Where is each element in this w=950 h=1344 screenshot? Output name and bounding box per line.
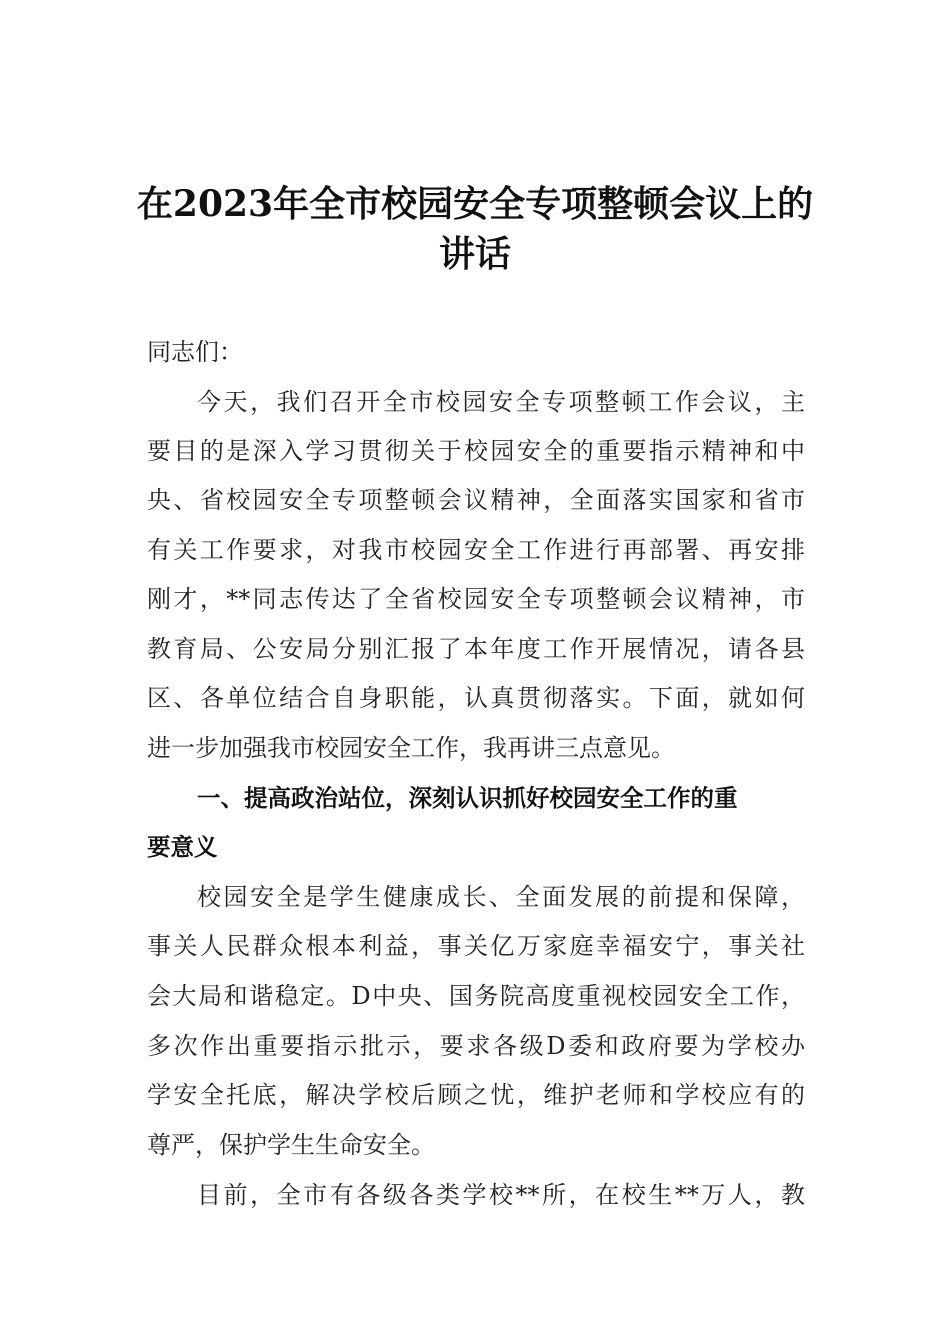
section-heading-line: 一、提高政治站位，深刻认识抓好校园安全工作的重 [197,784,738,812]
salutation: 同志们： [147,338,243,366]
paragraph-line: 学安全托底，解决学校后顾之忧，维护老师和学校应有的 [147,1081,805,1109]
paragraph-line: 会大局和谐稳定。D中央、国务院高度重视校园安全工作， [147,982,805,1010]
paragraph-line: 区、各单位结合自身职能，认真贯彻落实。下面，就如何 [147,684,805,712]
section-heading-line: 要意义 [147,833,218,861]
paragraph-line: 校园安全是学生健康成长、全面发展的前提和保障， [197,883,805,911]
paragraph-line: 刚才，**同志传达了全省校园安全专项整顿会议精神，市 [147,585,805,613]
document-title-line-2: 讲话 [438,233,511,275]
paragraph-line: 事关人民群众根本利益，事关亿万家庭幸福安宁，事关社 [147,932,805,960]
paragraph-line: 要目的是深入学习贯彻关于校园安全的重要指示精神和中 [147,437,805,465]
paragraph-line: 今天，我们召开全市校园安全专项整顿工作会议，主 [197,388,805,416]
paragraph-line: 进一步加强我市校园安全工作，我再讲三点意见。 [147,734,675,762]
paragraph-line: 有关工作要求，对我市校园安全工作进行再部署、再安排 [147,536,805,564]
document-title-line-1: 在2023年全市校园安全专项整顿会议上的 [136,183,814,225]
paragraph-line: 多次作出重要指示批示，要求各级D委和政府要为学校办 [147,1032,805,1060]
paragraph-line: 教育局、公安局分别汇报了本年度工作开展情况，请各县 [147,635,805,663]
paragraph-line: 目前，全市有各级各类学校**所，在校生**万人，教 [197,1181,805,1209]
paragraph-line: 央、省校园安全专项整顿会议精神，全面落实国家和省市 [147,486,805,514]
paragraph-line: 尊严，保护学生生命安全。 [147,1131,435,1159]
